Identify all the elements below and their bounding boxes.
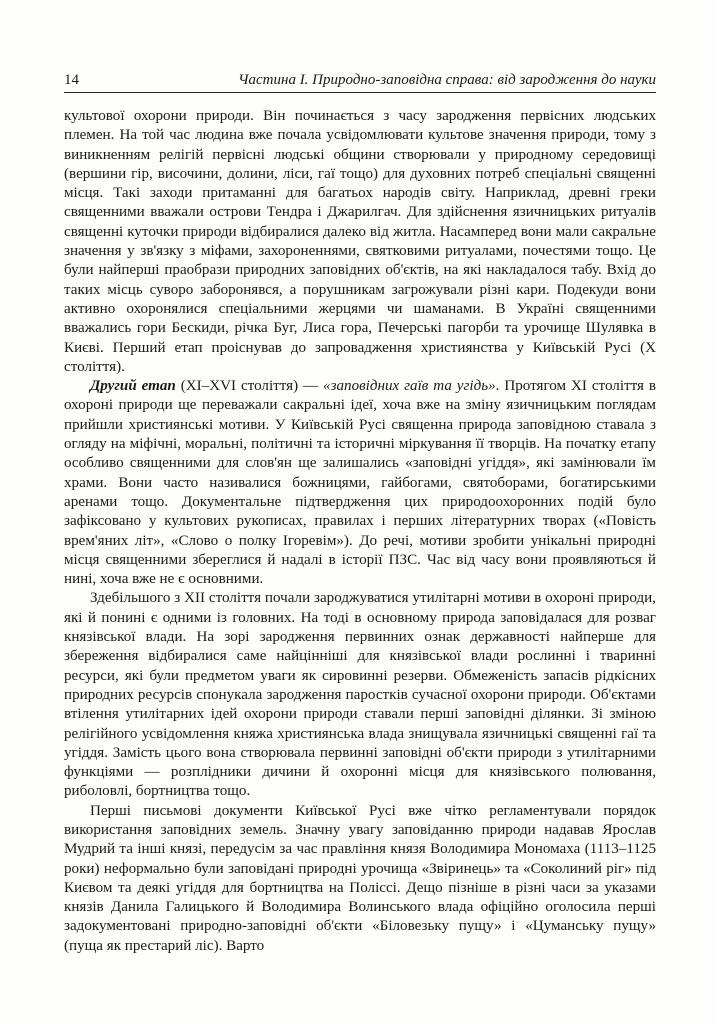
- stage-name: «заповідних гаїв та угідь»: [323, 378, 496, 395]
- paragraph-2: [64, 377, 656, 589]
- page-number: 14: [64, 72, 79, 88]
- running-head: Частина І. Природно-заповідна справа: від зародження до науки: [238, 72, 656, 88]
- body-text: [64, 107, 656, 956]
- paragraph-3: Здебільшого з ХІІ століття почали зароджуватися утилітарні мотиви в охороні природи, які й понині є одними із головних. На тоді в основному природа заповідалася для розваг князівської влади. На зорі зародження первинних ознак державності найперше для збереження відбиралися саме найцінніші для князівської влади рослинні і тваринні ресурси, які були предметом уваги як сировинні резерви. Обмеженість запасів рідкісних природних ресурсів спонукала зародження паростків сучасної охорони природи. Об'єктами втілення утилітарних ідей охорони природи ставали перші заповідні ділянки. Зі зміною релігійного усвідомлення княжа християнська влада знищувала язичницькі священні гаї та угіддя. Замість цього вона створювала первинні заповідні об'єкти природи з утилітарними функціями — розплідники дичини й охоронні місця для князівського полювання, риболовлі, бортництва тощо.: [64, 590, 656, 800]
- page-header: [64, 70, 656, 93]
- paragraph-4: Перші письмові документи Київської Русі вже чітко регламентували порядок використання заповідних земель. Значну увагу заповіданню природи надавав Ярослав Мудрий та інші князі, передусім за час правління князя Володимира Мономаха (1113–1125 роки) неформально були заповідані природні урочища «Звіринець» та «Соколиний ріг» під Києвом та деякі угіддя для бортництва на Поліссі. Дещо пізніше в різні часи за указами князів Данила Галицького й Володимира Волинського влада офіційно оголосила перші задокументовані природно-заповідні об'єкти «Біловезьку пущу» і «Цуманську пущу» (пуща як престарий ліс). Варто: [64, 802, 656, 954]
- stage-period: (ХІ–ХVІ століття) —: [175, 378, 324, 395]
- paragraph-2-text: . Протягом ХІ століття в охороні природи ще переважали сакральні ідеї, хоча вже на зміну язичницьким поглядам прийшли християнські мотиви. У Київській Русі священна природа заповідною ставала з огляду на міфічні, моральні, політичні та історичні міркування її творців. На початку етапу особливо священними для слов'ян ще залишались «заповідні угіддя», які замінювали їм храми. Вони часто називалися божницями, гайбогами, святоборами, богатирськими аренами тощо. Документальне підтвердження цих природоохоронних подій було зафіксовано у культових рукописах, правилах і перших літературних творах («Повість врем'яних літ», «Слово о полку Ігоревім»). До речі, мотиви зробити унікальні природні місця священними збереглися й надалі в історії ПЗС. Час від часу вони проявляються й нині, хоча вже не є основними.: [64, 378, 656, 588]
- stage-heading: Другий етап: [90, 378, 176, 395]
- paragraph-1: культової охорони природи. Він починається з часу зародження первісних людських племен. На той час людина вже почала усвідомлювати культове значення природи, тому з виникненням релігій первісні людські общини створювали у природному середовищі (вершини гір, височини, долини, ліси, гаї тощо) для духовних потреб спеціальні священні місця. Такі заходи притаманні для багатьох народів світу. Наприклад, древні греки священними вважали острови Тендра і Джарилгач. Для здійснення язичницьких ритуалів священні куточки природи відбиралися далеко від житла. Насамперед вони мали сакральне значення у зв'язку з міфами, захороненнями, святковими ритуалами, почестями тощо. Це були найперші праобрази природних заповідних об'єктів, на які накладалося табу. Вхід до таких місць суворо заборонявся, а порушникам загрожували різні кари. Подекуди вони активно охоронялися спеціальними жерцями чи шаманами. В Україні священними вважались гори Бескиди, річка Буг, Лиса гора, Печерські пагорби та урочище Шулявка в Києві. Перший етап проіснував до запровадження християнства у Київській Русі (Х століття).: [64, 108, 656, 375]
